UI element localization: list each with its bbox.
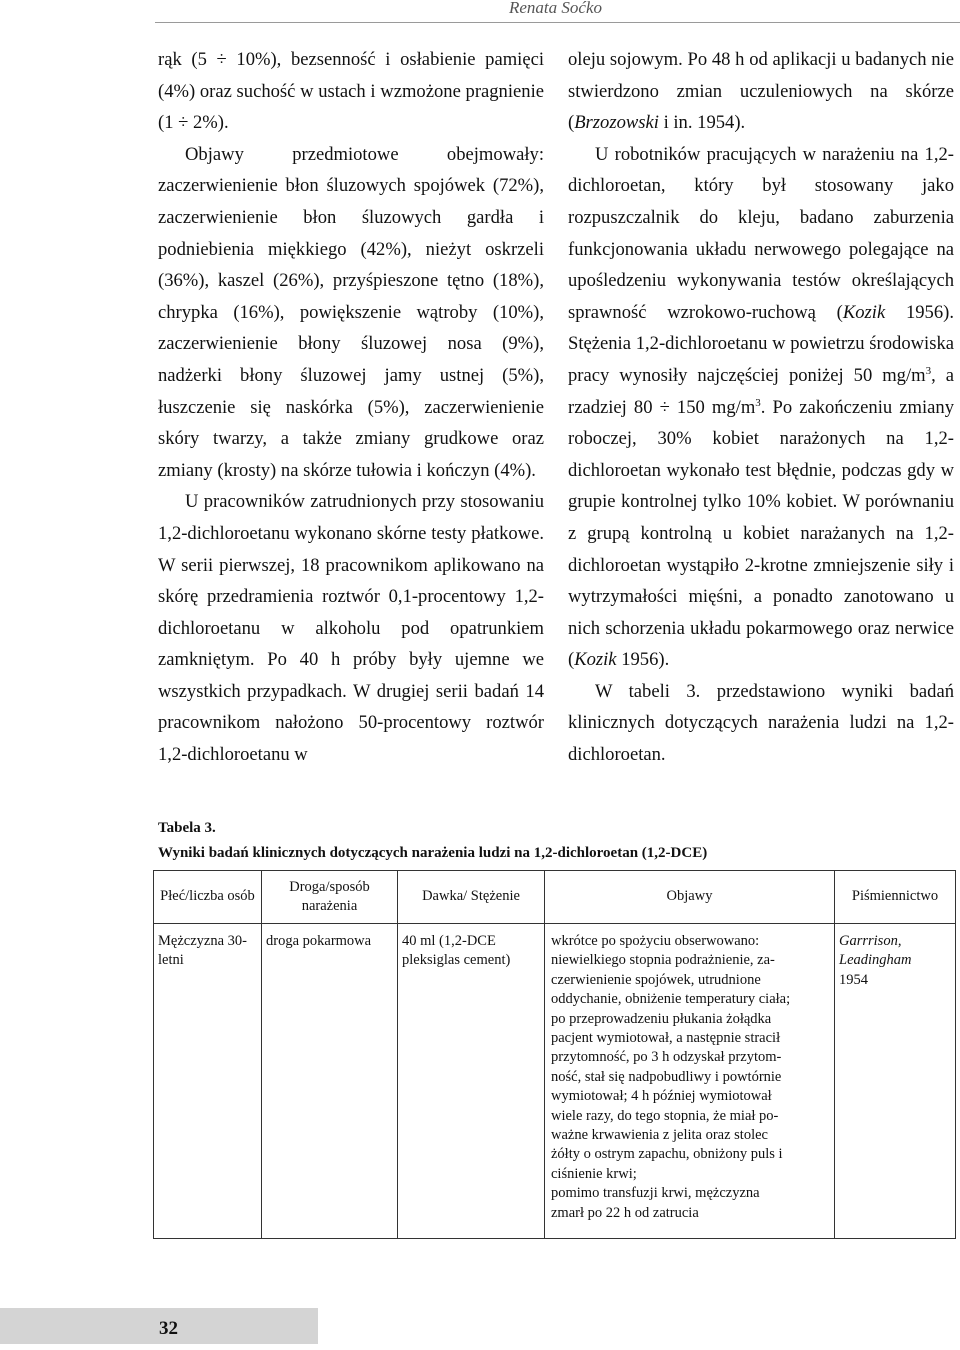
paragraph: rąk (5 ÷ 10%), bezsenność i osłabienie pamięci (4%) oraz suchość w ustach i wzmożone pragnienie (1 ÷ 2%). [158,49,544,134]
paragraph [568,44,954,139]
effects-line: pacjent wymiotował, a następnie stracił [551,1030,781,1047]
effects-line: żółty o ostrym zapachu, obniżony puls i [551,1146,783,1163]
effects-line: wymiotował; 4 h później wymiotował [551,1088,772,1105]
paragraph: Objawy przedmiotowe obejmowały: zaczerwienienie błon śluzowych spojówek (72%), zaczerwienienie błon śluzowych gardła i podniebienia miękkiego (42%), nieżyt oskrzeli (36%), kaszel (26%), przyśpieszone tętno (18%), chrypka (16%), powiększenie wątroby (10%), zaczerwienienie błony śluzowej nosa (9%), nadżerki błony śluzowej jamy ustnej (5%), łuszczenie się naskórka (5%), zaczerwienienie skóry twarzy, a także zmiany grudkowe oraz zmiany (krosty) na skórze tułowia i kończyn (4%). [158,143,544,481]
page-number: 32 [159,1318,178,1339]
cell-sex-count: Mężczyzna 30-letni [154,924,262,1239]
header-sex-count: Płeć/liczba osób [154,871,262,924]
header-rule [155,22,960,23]
effects-line: ność, stał się nadpobudliwy i powtórnie [551,1068,782,1085]
citation-author: Brzozowski [574,112,659,134]
effects-line: po przeprowadzeniu płukania żołądka [551,1010,772,1027]
text-run: oleju sojowym. Po 48 h od aplikacji u badanych nie stwierdzono zmian uczuleniowych na skórze ( [568,49,954,134]
table-row [154,924,956,1239]
table-label: Tabela 3. [158,820,216,836]
cell-dose: 40 ml (1,2-DCE pleksiglas cement) [398,924,545,1239]
effects-line: niewielkiego stopnia podrażnienie, za- [551,952,775,969]
header-effects: Objawy [545,871,835,924]
text-run: 1956). Stężenia 1,2-dichloroetanu w powietrzu środowiska pracy wynosiły najczęściej poniżej 50 mg/m [568,301,954,386]
citation-author: Kozik [842,301,886,323]
header-dose: Dawka/ Stężenie [398,871,545,924]
effects-line: przytomność, po 3 h odzyskał przytom- [551,1049,782,1066]
paragraph [568,139,954,676]
ref-author: Leadingham [839,952,912,969]
effects-line: wiele razy, do tego stopnia, że miał po- [551,1107,779,1124]
left-text-column [158,44,544,771]
text-run: U robotników pracujących w narażeniu na 1,2-dichloroetan, który był stosowany jako rozpuszczalnik do kleju, badano zaburzenia funkcjonowania układu nerwowego polegające na upośledzeniu wykonywania testów określających sprawność wzrokowo-ruchową ( [568,143,954,323]
text-run: , a rzadziej 80 ÷ 150 mg/m [568,364,954,418]
table-caption: Wyniki badań klinicznych dotyczących narażenia ludzi na 1,2-dichloroetan (1,2-DCE) [158,845,708,861]
cell-route: droga pokarmowa [262,924,398,1239]
effects-line: ważne krwawienia z jelita oraz stolec [551,1127,768,1144]
effects-line: ciśnienie krwi; [551,1165,637,1182]
cell-references [835,924,956,1239]
effects-line: zmarł po 22 h od zatrucia [551,1204,699,1221]
text-run: i in. 1954). [658,112,746,134]
superscript: 3 [755,396,761,409]
header-references: Piśmiennictwo [835,871,956,924]
paragraph: U pracowników zatrudnionych przy stosowaniu 1,2-dichloroetanu wykonano skórne testy płatkowe. W serii pierwszej, 18 pracownikom aplikowano na skórę przedramienia roztwór 0,1-procentowy 1,2-dichloroetanu w alkoholu pod opatrunkiem zamkniętym. Po 40 h próby były ujemne we wszystkich przypadkach. W drugiej serii badań 14 pracownikom nałożono 50-procentowy roztwór 1,2-dichloroetanu w [158,491,544,766]
cell-effects [545,924,835,1239]
effects-line: pomimo transfuzji krwi, mężczyzna [551,1185,760,1202]
paragraph: W tabeli 3. przedstawiono wyniki badań klinicznych dotyczących narażenia ludzi na 1,2-dichloroetan. [568,680,954,766]
clinical-results-table [153,870,956,1239]
citation-author: Kozik [574,649,617,671]
ref-author: Garrrison, [839,933,902,949]
effects-line: oddychanie, obniżenie temperatury ciała; [551,991,791,1008]
running-head-author: Renata Soćko [509,0,602,17]
ref-year: 1954 [839,971,868,988]
header-route: Droga/sposób narażenia [262,871,398,924]
right-text-column [568,44,954,771]
effects-line: wkrótce po spożyciu obserwowano: [551,933,760,949]
superscript: 3 [925,364,932,377]
text-run: . Po zakończeniu zmiany roboczej, 30% kobiet narażonych na 1,2-dichloroetan wykonało test błędnie, podczas gdy w grupie kontrolnej tylko 10% kobiet. W porównaniu z grupą kontrolną u kobiet narażanych na 1,2-dichloroetan wystąpiło 2-krotne zmniejszenie siły i wytrzymałości mięśni, a ponadto zanotowano u nich schorzenia układu pokarmowego oraz nerwice ( [568,396,954,671]
text-run: 1956). [616,649,670,671]
table-header-row [154,871,956,924]
effects-line: czerwienienie spojówek, utrudnione [551,971,761,988]
